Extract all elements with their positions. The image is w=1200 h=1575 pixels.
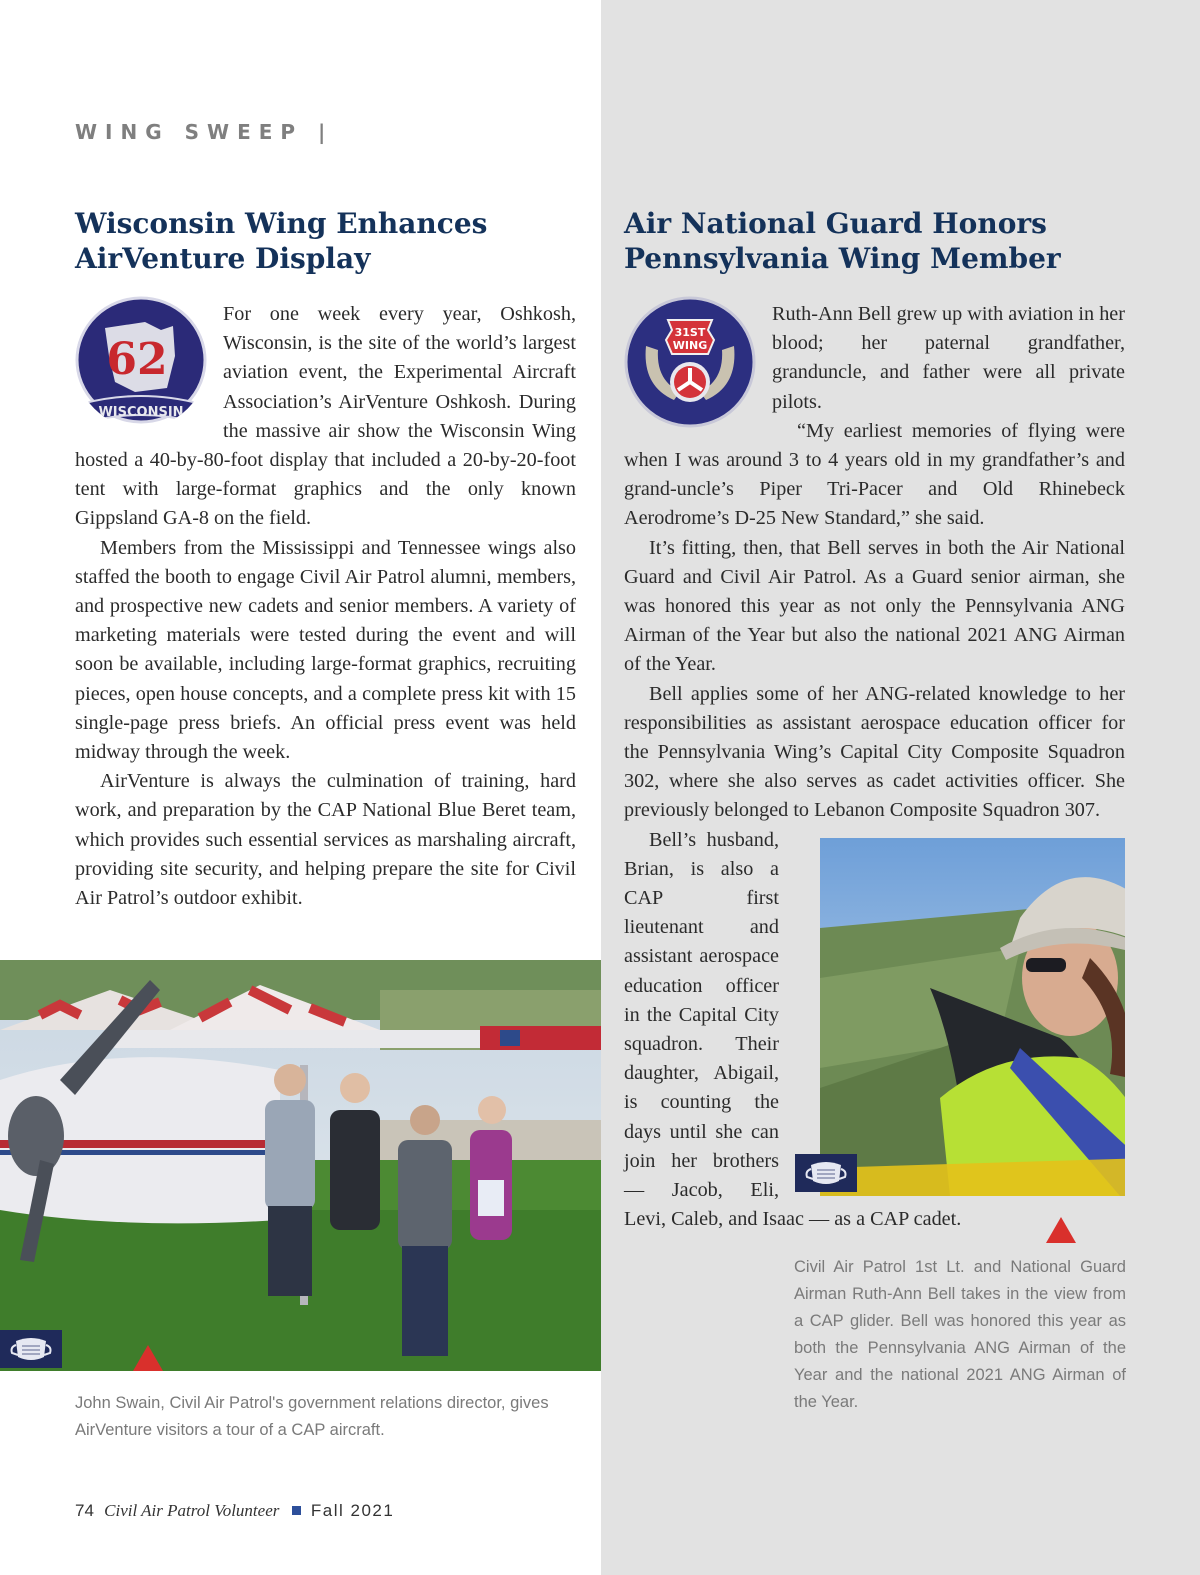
right-paragraph	[624, 826, 1125, 1235]
issue-label: Fall 2021	[310, 1501, 395, 1520]
face-mask-badge	[795, 1154, 857, 1192]
left-title-line2: AirVenture Display	[75, 242, 371, 275]
page-number: 74	[75, 1501, 94, 1520]
right-paragraph: Ruth-Ann Bell grew up with aviation in her blood; her paternal grandfather, granduncle, and father were all private pilots.	[772, 303, 1125, 413]
face-mask-icon	[803, 1159, 849, 1187]
glider-photo-illustration	[820, 838, 1125, 1196]
left-paragraph: AirVenture is always the culmination of training, hard work, and preparation by the CAP National Blue Beret team, which provides such essential services as marshaling aircraft, providing site security, and helping prepare the site for Civil Air Patrol’s outdoor exhibit.	[75, 770, 576, 910]
left-title-line1: Wisconsin Wing Enhances	[75, 207, 488, 240]
patch-line2: WING	[672, 339, 708, 352]
left-caption-pointer	[133, 1345, 163, 1371]
face-mask-badge	[0, 1330, 62, 1368]
right-paragraph: Bell applies some of her ANG-related knowledge to her responsibilities as assistant aerospace education officer for the Pennsylvania Wing’s Capital City Composite Squadron 302, where she also serves as cadet activities officer. She previously belonged to Lebanon Composite Squadron 307.	[624, 682, 1125, 822]
left-paragraph: For one week every year, Oshkosh, Wisconsin, is the site of the world’s largest aviation event, the Experimental Aircraft Association’s AirVenture Oshkosh. During the massive air show the Wisconsin Wing hosted a 40-by-80-foot display that included a 20-by-20-foot tent with large-format graphics and the only known Gippsland GA-8 on the field.	[75, 303, 576, 530]
wisconsin-wing-patch	[75, 296, 207, 428]
patch-text: WISCONSIN	[98, 405, 184, 420]
airventure-aircraft-photo	[0, 960, 601, 1371]
right-article-body	[624, 300, 1125, 1235]
left-article-body	[75, 300, 576, 913]
face-mask-icon	[8, 1335, 54, 1363]
patch-line1: 31ST	[674, 326, 706, 339]
footer-square-icon	[292, 1506, 301, 1515]
glider-portrait-photo	[795, 838, 1125, 1196]
airventure-photo-illustration	[0, 960, 601, 1371]
pennsylvania-patch-graphic	[624, 296, 756, 428]
right-caption-pointer	[1046, 1217, 1076, 1243]
right-title-line1: Air National Guard Honors	[624, 207, 1047, 240]
right-photo-caption: Civil Air Patrol 1st Lt. and National Guard Airman Ruth-Ann Bell takes in the view from a CAP glider. Bell was honored this year as both the Pennsylvania ANG Airman of the Year and the national 2021 ANG Airman of the Year.	[794, 1258, 1126, 1411]
left-photo-caption: John Swain, Civil Air Patrol's government relations director, gives AirVenture visitors a tour of a CAP aircraft.	[75, 1394, 549, 1439]
right-title-line2: Pennsylvania Wing Member	[624, 242, 1061, 275]
right-paragraph: “My earliest memories of flying were when I was around 3 to 4 years old in my grandfather’s and grand-uncle’s Piper Tri-Pacer and Old Rhinebeck Aerodrome’s D-25 New Standard,” she said.	[624, 419, 1125, 530]
right-paragraph-text: Bell’s husband, Brian, is also a CAP first lieutenant and assistant aerospace education officer in the Capital City squadron. Their daughter, Abigail, is counting the days until she can join her brothers — Jacob, Eli, Levi, Caleb, and Isaac — as a CAP cadet.	[624, 828, 962, 1231]
page-footer	[75, 1501, 394, 1521]
patch-number: 62	[106, 334, 168, 385]
section-label: WING SWEEP |	[75, 120, 334, 144]
left-article-title	[75, 206, 575, 276]
right-paragraph: It’s fitting, then, that Bell serves in both the Air National Guard and Civil Air Patrol. As a Guard senior airman, she was honored this year as not only the Pennsylvania ANG Airman of the Year but also the national 2021 ANG Airman of the Year.	[624, 536, 1125, 676]
magazine-title: Civil Air Patrol Volunteer	[104, 1501, 280, 1520]
right-article-title	[624, 206, 1144, 276]
left-paragraph: Members from the Mississippi and Tennessee wings also staffed the booth to engage Civil Air Patrol alumni, members, and prospective new cadets and senior members. A variety of marketing materials were tested during the event and will soon be available, including large-format graphics, recruiting pieces, open house concepts, and a complete press kit with 15 single-page press briefs. An official press event was held midway through the week.	[75, 536, 576, 764]
wisconsin-patch-graphic	[75, 296, 207, 428]
pennsylvania-31st-wing-patch	[624, 296, 756, 428]
